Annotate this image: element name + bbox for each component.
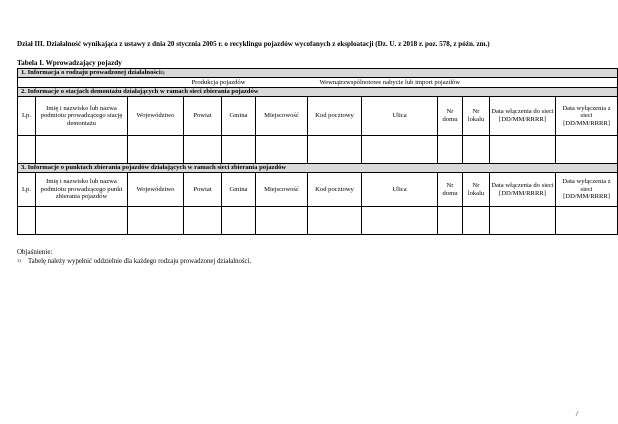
col-header-voivodeship: Województwo bbox=[128, 173, 184, 207]
document-title: Dział III. Działalność wynikająca z ustawy z dnia 20 stycznia 2005 r. o recyklingu pojazdów wycofanych z eksploatacji (Dz. U. z 2018 r. poz. 578, z późn. zm.) bbox=[17, 40, 490, 48]
entry-cell[interactable] bbox=[18, 207, 36, 235]
entry-cell[interactable] bbox=[362, 136, 438, 164]
col-header-house-no: Nr domu bbox=[438, 173, 463, 207]
notes-heading: Objaśnienie: bbox=[17, 248, 53, 256]
col-header-lp: Lp. bbox=[18, 173, 36, 207]
entry-cell[interactable] bbox=[556, 207, 618, 235]
section1-options-row bbox=[18, 78, 618, 88]
entry-cell[interactable] bbox=[184, 136, 222, 164]
col-header-commune: Gmina bbox=[222, 97, 256, 136]
entry-cell[interactable] bbox=[463, 207, 490, 235]
col-header-date-joined: Data włączenia do sieci [DD/MM/RRRR] bbox=[490, 97, 556, 136]
col-header-postal-code: Kod pocztowy bbox=[308, 97, 362, 136]
entry-cell[interactable] bbox=[256, 207, 308, 235]
col-header-apartment-no: Nr lokalu bbox=[463, 97, 490, 136]
entry-cell[interactable] bbox=[362, 207, 438, 235]
section1-heading-text: 1. Informacja o rodzaju prowadzonej działalności bbox=[21, 69, 161, 77]
vehicle-introducer-table bbox=[17, 68, 618, 235]
entry-cell[interactable] bbox=[490, 136, 556, 164]
entry-cell[interactable] bbox=[36, 136, 128, 164]
section3-header-row bbox=[18, 173, 618, 207]
col-header-street: Ulica bbox=[362, 97, 438, 136]
entry-cell[interactable] bbox=[128, 136, 184, 164]
col-header-lp: Lp. bbox=[18, 97, 36, 136]
entry-cell[interactable] bbox=[463, 136, 490, 164]
option-vehicle-production[interactable]: Produkcja pojazdów bbox=[18, 78, 256, 88]
table-title: Tabela I. Wprowadzający pojazdy bbox=[17, 59, 122, 67]
section2-heading-row bbox=[18, 88, 618, 97]
col-header-house-no: Nr domu bbox=[438, 97, 463, 136]
entry-cell[interactable] bbox=[438, 136, 463, 164]
col-header-date-left: Data wyłączenia z sieci [DD/MM/RRRR] bbox=[556, 97, 618, 136]
section1-heading-row bbox=[18, 69, 618, 78]
entry-cell[interactable] bbox=[308, 136, 362, 164]
entry-cell[interactable] bbox=[18, 136, 36, 164]
col-header-street: Ulica bbox=[362, 173, 438, 207]
col-header-locality: Miejscowość bbox=[256, 97, 308, 136]
entry-cell[interactable] bbox=[222, 207, 256, 235]
note-item bbox=[17, 258, 251, 265]
section2-heading: 2. Informacje o stacjach demontażu działających w ramach sieci zbierania pojazdów bbox=[18, 88, 618, 97]
col-header-date-joined: Data włączenia do sieci [DD/MM/RRRR] bbox=[490, 173, 556, 207]
note-text: Tabelę należy wypełnić oddzielnie dla każdego rodzaju prowadzonej działalności. bbox=[28, 258, 252, 265]
col-header-postal-code: Kod pocztowy bbox=[308, 173, 362, 207]
col-header-county: Powiat bbox=[184, 97, 222, 136]
section3-heading: 3. Informacje o punktach zbierania pojazdów działających w ramach sieci zbierania pojazdów bbox=[18, 164, 618, 173]
col-header-apartment-no: Nr lokalu bbox=[463, 173, 490, 207]
section2-entry-row bbox=[18, 136, 618, 164]
entry-cell[interactable] bbox=[490, 207, 556, 235]
entry-cell[interactable] bbox=[222, 136, 256, 164]
entry-cell[interactable] bbox=[128, 207, 184, 235]
page-marker: / bbox=[576, 410, 578, 418]
note-mark: 1) bbox=[17, 258, 21, 263]
section3-heading-row bbox=[18, 164, 618, 173]
col-header-date-left: Data wyłączenia z sieci [DD/MM/RRRR] bbox=[556, 173, 618, 207]
col-header-voivodeship: Województwo bbox=[128, 97, 184, 136]
section3-entry-row bbox=[18, 207, 618, 235]
entry-cell[interactable] bbox=[556, 136, 618, 164]
col-header-name: Imię i nazwisko lub nazwa podmiotu prowadzącego stację demontażu bbox=[36, 97, 128, 136]
col-header-commune: Gmina bbox=[222, 173, 256, 207]
option-intra-community-import[interactable]: Wewnątrzwspólnotowe nabycie lub import pojazdów bbox=[256, 78, 618, 88]
col-header-name: Imię i nazwisko lub nazwa podmiotu prowadzącego punkt zbierania pojazdów bbox=[36, 173, 128, 207]
entry-cell[interactable] bbox=[256, 136, 308, 164]
entry-cell[interactable] bbox=[184, 207, 222, 235]
footnote-ref: 1) bbox=[160, 70, 165, 76]
col-header-locality: Miejscowość bbox=[256, 173, 308, 207]
section1-heading bbox=[18, 69, 618, 78]
entry-cell[interactable] bbox=[308, 207, 362, 235]
entry-cell[interactable] bbox=[438, 207, 463, 235]
entry-cell[interactable] bbox=[36, 207, 128, 235]
section2-header-row bbox=[18, 97, 618, 136]
col-header-county: Powiat bbox=[184, 173, 222, 207]
